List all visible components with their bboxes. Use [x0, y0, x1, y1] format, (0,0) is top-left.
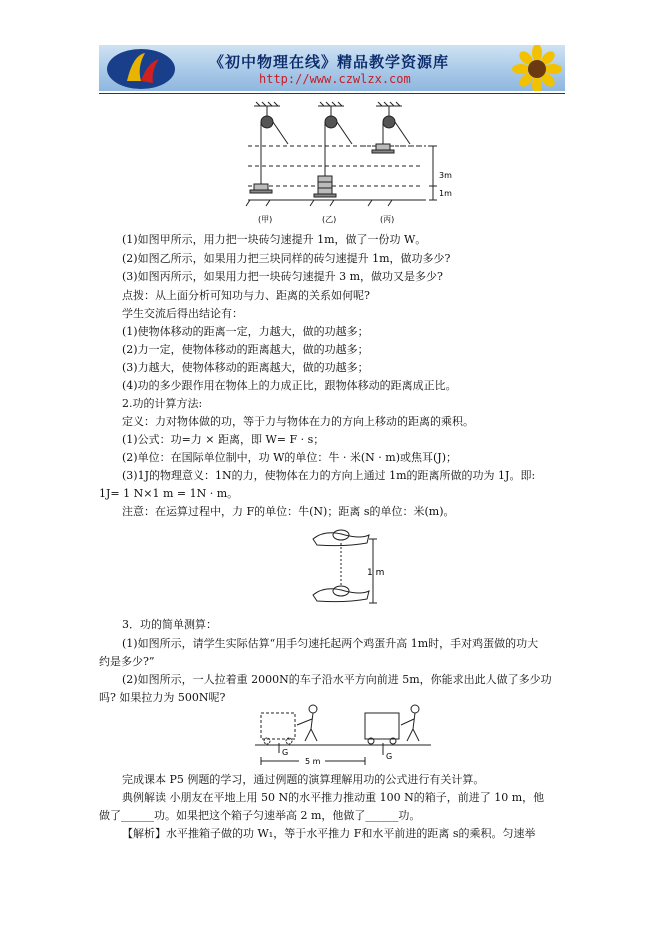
ceiling-c	[376, 102, 402, 106]
question-1: (1)如图甲所示，用力把一块砖匀速提升 1m，做了一份功 W。	[122, 233, 427, 246]
unit: (2)单位：在国际单位制中，功 W的单位：牛 · 米(N · m)或焦耳(J)；	[122, 451, 457, 464]
task-2: (2)如图所示，一人拉着重 2000N的车子沿水平方向前进 5m，你能求出此人做了多少功	[122, 673, 552, 686]
analysis: 【解析】水平推箱子做的功 W₁，等于水平推力 F和水平前进的距离 s的乘积。匀速举	[122, 827, 536, 840]
task-1-cont: 约是多少?”	[99, 655, 155, 668]
header-banner	[99, 45, 565, 91]
header-rule	[99, 93, 565, 94]
banner-title: 《初中物理在线》精品教学资源库	[209, 53, 450, 71]
conclusion-3: (3)力越大，使物体移动的距离越大，做的功越多；	[122, 361, 369, 374]
label-c: (丙)	[380, 215, 395, 224]
ceiling-b	[318, 102, 344, 106]
dim-3m-label: 3m	[439, 171, 452, 180]
section-2-heading: 2.功的计算方法:	[122, 397, 203, 410]
definition: 定义：力对物体做的功，等于力与物体在力的方向上移动的距离的乘积。	[122, 415, 474, 428]
example-problem: 典例解读 小朋友在平地上用 50 N的水平推力推动重 100 N的箱子，前进了 10 m，他	[122, 791, 545, 804]
sunflower-icon	[505, 45, 565, 91]
ceiling-a	[254, 102, 280, 106]
joule-equation: 1J= 1 N×1 m = 1N · m。	[99, 487, 239, 500]
conclusion-1: (1)使物体移动的距离一定，力越大，做的功越多；	[122, 325, 369, 338]
discussion-intro: 学生交流后得出结论有：	[122, 307, 243, 320]
hint: 点拨：从上面分析可知功与力、距离的关系如何呢?	[122, 289, 370, 302]
dim-1m-label: 1m	[439, 189, 452, 198]
pulley-figure	[240, 100, 460, 228]
section-3-heading: 3．功的简单测算：	[122, 618, 217, 631]
weight-label-2: G	[386, 752, 393, 761]
conclusion-2: (2)力一定，使物体移动的距离越大，做的功越多；	[122, 343, 369, 356]
label-b: (乙)	[322, 215, 337, 224]
banner-url: http://www.czwlzx.com	[259, 72, 411, 86]
ground-hatch	[246, 200, 392, 206]
distance-label: 5 m	[305, 757, 321, 766]
task-2-cont: 吗? 如果拉力为 500N呢?	[99, 691, 226, 704]
cart-figure	[255, 703, 435, 769]
question-3: (3)如图丙所示，如果用力把一块砖匀速提升 3 m，做功又是多少?	[122, 270, 443, 283]
example-problem-cont: 做了______功。如果把这个箱子匀速举高 2 m，他做了______功。	[99, 809, 421, 822]
label-a: (甲)	[258, 215, 273, 224]
note: 注意：在运算过程中，力 F的单位：牛(N)；距离 s的单位：米(m)。	[122, 505, 455, 518]
formula: (1)公式：功=力 × 距离，即 W= F · s；	[122, 433, 325, 446]
textbook-note: 完成课本 P5 例题的学习，通过例题的演算理解用功的公式进行有关计算。	[122, 773, 485, 786]
question-2: (2)如图乙所示，如果用力把三块同样的砖匀速提升 1m，做功多少?	[122, 252, 451, 265]
joule-meaning: (3)1J的物理意义：1N的力，使物体在力的方向上通过 1m的距离所做的功为 1J。即:	[122, 469, 536, 482]
logo-icon	[101, 45, 181, 91]
conclusion-4: (4)功的多少跟作用在物体上的力成正比，跟物体移动的距离成正比。	[122, 379, 457, 392]
eggs-figure	[305, 517, 405, 609]
task-1: (1)如图所示，请学生实际估算“用手匀速托起两个鸡蛋升高 1m时，手对鸡蛋做的功大	[122, 637, 539, 650]
weight-label-1: G	[282, 748, 289, 757]
dim-1m-label-2: 1 m	[367, 568, 385, 578]
